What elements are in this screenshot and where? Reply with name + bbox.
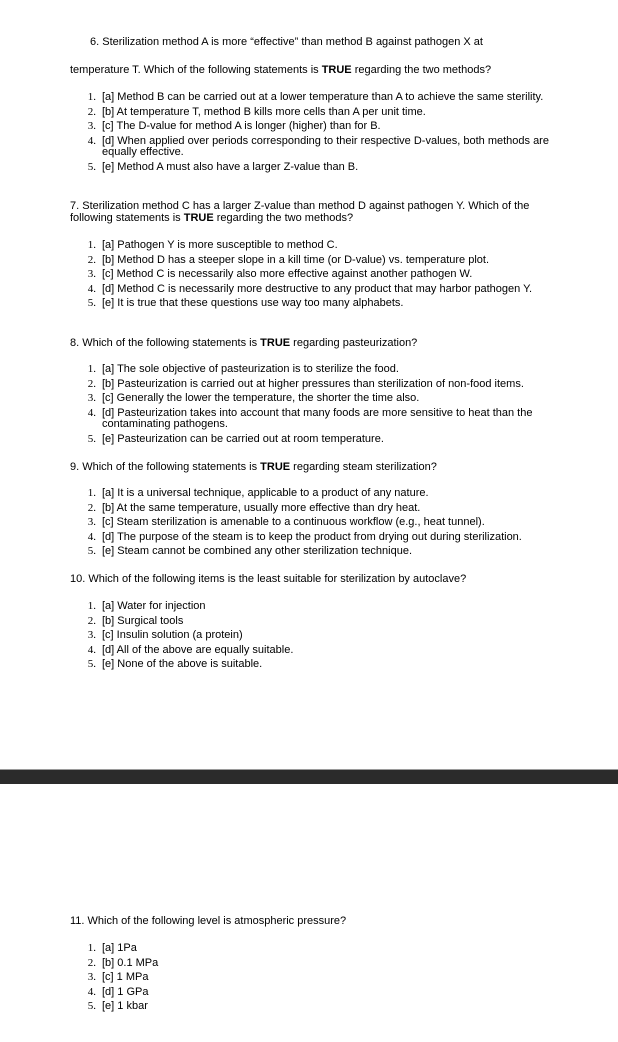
- option-number: 3.: [87, 392, 96, 404]
- option-item[interactable]: [78, 162, 578, 174]
- option-item[interactable]: [78, 284, 578, 296]
- q6-text-pre: temperature T. Which of the following statements is: [70, 64, 322, 76]
- option-item[interactable]: [78, 298, 578, 310]
- option-text: [e] Method A must also have a larger Z-value than B.: [102, 160, 359, 173]
- option-text: [e] None of the above is suitable.: [102, 658, 263, 670]
- option-text: [d] 1 GPa: [102, 985, 149, 998]
- option-number: 4.: [87, 406, 96, 419]
- option-item[interactable]: [78, 659, 578, 671]
- option-text: [c] Insulin solution (a protein): [102, 629, 243, 641]
- q8-text-post: regarding pasteurization?: [290, 337, 418, 349]
- option-item[interactable]: [78, 987, 578, 999]
- q9-bold-true: TRUE: [260, 461, 291, 473]
- option-text: [c] The D-value for method A is longer (higher) than for B.: [102, 120, 381, 132]
- option-text: [d] Method C is necessarily more destructive to any product that may harbor pathogen Y.: [102, 282, 533, 295]
- q7-bold-true: TRUE: [183, 212, 214, 224]
- option-number: 1.: [87, 487, 96, 499]
- option-number: 5.: [87, 658, 96, 670]
- q9-text-post: regarding steam sterilization?: [290, 461, 437, 473]
- question-11-stem: 11. Which of the following level is atmospheric pressure?: [70, 915, 347, 927]
- option-text: [e] Pasteurization can be carried out at room temperature.: [102, 432, 384, 445]
- option-number: 4.: [87, 643, 96, 656]
- option-number: 2.: [87, 501, 96, 514]
- q9-text-pre: 9. Which of the following statements is: [70, 461, 261, 473]
- option-item[interactable]: [78, 269, 578, 281]
- question-10-options: [78, 601, 578, 671]
- option-text: [b] 0.1 MPa: [102, 956, 159, 969]
- option-text: [a] Method B can be carried out at a lower temperature than A to achieve the same sterility.: [102, 91, 544, 103]
- question-10-stem: 10. Which of the following items is the least suitable for sterilization by autoclave?: [70, 573, 467, 585]
- option-number: 3.: [87, 120, 96, 132]
- question-9-stem: [70, 460, 578, 474]
- option-text: [b] At temperature T, method B kills more cells than A per unit time.: [102, 105, 426, 118]
- option-number: 5.: [87, 1000, 96, 1012]
- option-item[interactable]: [78, 408, 578, 431]
- option-number: 4.: [87, 282, 96, 295]
- option-number: 2.: [87, 614, 96, 627]
- option-number: 5.: [87, 297, 96, 309]
- q8-text-pre: 8. Which of the following statements is: [70, 337, 261, 349]
- option-item[interactable]: [78, 532, 578, 544]
- option-number: 1.: [87, 239, 96, 251]
- question-11-options: [78, 943, 578, 1013]
- q8-bold-true: TRUE: [260, 337, 291, 349]
- option-number: 3.: [87, 971, 96, 983]
- option-item[interactable]: [78, 601, 578, 613]
- option-item[interactable]: [78, 630, 578, 642]
- q7-text-post: regarding the two methods?: [213, 212, 354, 224]
- option-text: [b] Method D has a steeper slope in a kill time (or D-value) vs. temperature plot.: [102, 253, 490, 266]
- option-item[interactable]: [78, 546, 578, 558]
- question-6-options: [78, 92, 578, 173]
- q6-bold-true: TRUE: [321, 64, 352, 76]
- option-text: [d] Pasteurization takes into account that many foods are more sensitive to heat than the contaminating pathogens.: [102, 406, 533, 430]
- option-number: 2.: [87, 253, 96, 266]
- option-item[interactable]: [78, 503, 578, 515]
- option-text: [d] When applied over periods corresponding to their respective D-values, both methods are equally effective.: [102, 134, 549, 158]
- question-9-options: [78, 488, 578, 558]
- option-text: [a] It is a universal technique, applicable to a product of any nature.: [102, 487, 429, 499]
- option-number: 4.: [87, 985, 96, 998]
- page-separator: [0, 770, 618, 784]
- option-text: [a] 1Pa: [102, 942, 137, 954]
- option-item[interactable]: [78, 240, 578, 252]
- option-item[interactable]: [78, 379, 578, 391]
- option-number: 2.: [87, 956, 96, 969]
- option-number: 5.: [87, 160, 96, 173]
- question-6-stem-line2: [70, 63, 578, 77]
- option-item[interactable]: [78, 972, 578, 984]
- option-text: [a] Water for injection: [102, 600, 206, 612]
- option-text: [c] Generally the lower the temperature, the shorter the time also.: [102, 392, 420, 404]
- option-text: [b] Pasteurization is carried out at higher pressures than sterilization of non-food items.: [102, 377, 524, 390]
- option-item[interactable]: [78, 255, 578, 267]
- option-text: [c] Steam sterilization is amenable to a continuous workflow (e.g., heat tunnel).: [102, 516, 485, 528]
- option-text: [e] 1 kbar: [102, 1000, 148, 1012]
- option-text: [c] Method C is necessarily also more effective against another pathogen W.: [102, 268, 473, 280]
- option-text: [e] It is true that these questions use way too many alphabets.: [102, 297, 404, 309]
- option-number: 4.: [87, 530, 96, 543]
- option-text: [d] All of the above are equally suitable.: [102, 643, 294, 656]
- q6-text-post: regarding the two methods?: [351, 64, 492, 76]
- option-number: 1.: [87, 91, 96, 103]
- option-item[interactable]: [78, 645, 578, 657]
- option-item[interactable]: [78, 1001, 578, 1013]
- question-7-stem: [70, 200, 578, 224]
- option-item[interactable]: [78, 943, 578, 955]
- option-item[interactable]: [78, 488, 578, 500]
- question-7-options: [78, 240, 578, 310]
- question-8-stem: [70, 336, 578, 350]
- option-item[interactable]: [78, 136, 578, 159]
- q7-line2: [70, 212, 578, 224]
- option-item[interactable]: [78, 393, 578, 405]
- option-item[interactable]: [78, 121, 578, 133]
- option-text: [c] 1 MPa: [102, 971, 149, 983]
- option-number: 1.: [87, 600, 96, 612]
- question-6-stem-line1: 6. Sterilization method A is more “effective” than method B against pathogen X at: [90, 36, 483, 48]
- option-item[interactable]: [78, 517, 578, 529]
- option-number: 2.: [87, 377, 96, 390]
- option-text: [a] Pathogen Y is more susceptible to method C.: [102, 239, 338, 251]
- option-text: [e] Steam cannot be combined any other sterilization technique.: [102, 545, 413, 557]
- option-number: 5.: [87, 545, 96, 557]
- option-text: [b] Surgical tools: [102, 614, 184, 627]
- option-number: 5.: [87, 432, 96, 445]
- option-number: 3.: [87, 629, 96, 641]
- option-number: 2.: [87, 105, 96, 118]
- option-number: 1.: [87, 942, 96, 954]
- option-item[interactable]: [78, 92, 578, 104]
- option-text: [b] At the same temperature, usually more effective than dry heat.: [102, 501, 421, 514]
- option-number: 4.: [87, 134, 96, 147]
- q7-text-pre: following statements is: [70, 212, 184, 224]
- option-number: 3.: [87, 516, 96, 528]
- option-item[interactable]: [78, 616, 578, 628]
- option-number: 1.: [87, 363, 96, 375]
- option-item[interactable]: [78, 958, 578, 970]
- option-text: [a] The sole objective of pasteurization is to sterilize the food.: [102, 363, 399, 375]
- option-item[interactable]: [78, 364, 578, 376]
- option-number: 3.: [87, 268, 96, 280]
- option-item[interactable]: [78, 107, 578, 119]
- q7-line1: 7. Sterilization method C has a larger Z-value than method D against pathogen Y. Which of the: [70, 200, 530, 212]
- option-text: [d] The purpose of the steam is to keep the product from drying out during sterilization.: [102, 530, 522, 543]
- question-8-options: [78, 364, 578, 445]
- option-item[interactable]: [78, 434, 578, 446]
